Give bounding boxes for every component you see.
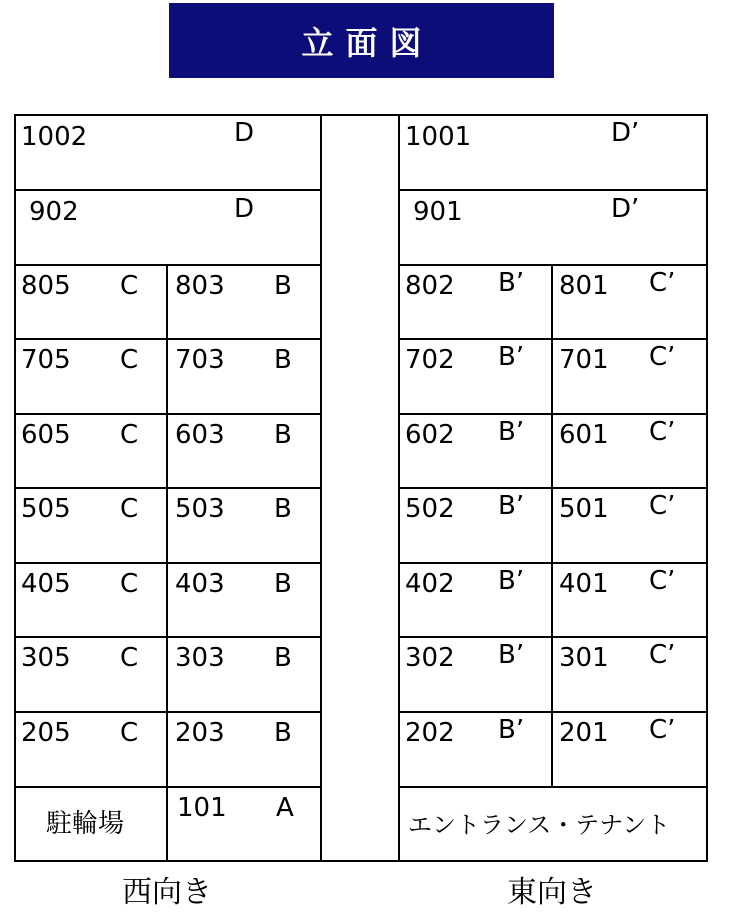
unit-type: C’ <box>649 268 676 298</box>
unit-type: A <box>276 793 294 823</box>
floor-line <box>398 636 708 638</box>
unit-number: 203 <box>175 718 225 748</box>
unit-number: 402 <box>405 569 455 599</box>
unit-number: 901 <box>413 197 463 227</box>
unit-type: C <box>120 718 139 748</box>
unit-number: 101 <box>177 793 227 823</box>
unit-type: B’ <box>498 342 525 372</box>
unit-number: 303 <box>175 643 225 673</box>
unit-number: 505 <box>21 494 71 524</box>
unit-type: B <box>274 345 292 375</box>
east-facing-caption: 東向き <box>507 875 597 910</box>
unit-number: 701 <box>559 345 609 375</box>
floor-line <box>14 636 322 638</box>
unit-number: 603 <box>175 420 225 450</box>
unit-type: C’ <box>649 640 676 670</box>
floor-line <box>14 264 322 266</box>
unit-type: B <box>274 494 292 524</box>
unit-type: B <box>274 569 292 599</box>
unit-type: D <box>234 194 255 224</box>
unit-type: C’ <box>649 417 676 447</box>
unit-type: C’ <box>649 342 676 372</box>
floor-line <box>398 562 708 564</box>
floor-line <box>398 786 708 788</box>
unit-type: B’ <box>498 566 525 596</box>
floor-line <box>14 786 322 788</box>
unit-number: 803 <box>175 271 225 301</box>
unit-type: B <box>274 643 292 673</box>
unit-type: C <box>120 420 139 450</box>
divider-east-inner <box>551 264 553 786</box>
unit-type: C’ <box>649 566 676 596</box>
unit-number: 403 <box>175 569 225 599</box>
unit-number: 205 <box>21 718 71 748</box>
unit-type: C <box>120 643 139 673</box>
bicycle-parking-label: 駐輪場 <box>46 809 125 839</box>
floor-line <box>14 189 322 191</box>
unit-number: 802 <box>405 271 455 301</box>
unit-type: B <box>274 718 292 748</box>
unit-type: D <box>234 118 255 148</box>
floor-line <box>14 413 322 415</box>
unit-number: 302 <box>405 643 455 673</box>
unit-type: B <box>274 271 292 301</box>
unit-number: 805 <box>21 271 71 301</box>
unit-type: B’ <box>498 268 525 298</box>
unit-number: 401 <box>559 569 609 599</box>
unit-number: 702 <box>405 345 455 375</box>
unit-type: D’ <box>611 194 640 224</box>
unit-type: B’ <box>498 417 525 447</box>
floor-line <box>398 338 708 340</box>
unit-type: B’ <box>498 491 525 521</box>
unit-number: 501 <box>559 494 609 524</box>
unit-number: 703 <box>175 345 225 375</box>
unit-type: B’ <box>498 715 525 745</box>
floor-line <box>398 189 708 191</box>
floor-line <box>398 711 708 713</box>
unit-type: C’ <box>649 715 676 745</box>
unit-number: 202 <box>405 718 455 748</box>
unit-number: 902 <box>29 197 79 227</box>
unit-number: 305 <box>21 643 71 673</box>
unit-type: C <box>120 345 139 375</box>
unit-type: D’ <box>611 118 640 148</box>
entrance-tenant-label: エントランス・テナント <box>408 811 671 839</box>
unit-number: 502 <box>405 494 455 524</box>
unit-type: C <box>120 271 139 301</box>
unit-number: 201 <box>559 718 609 748</box>
floor-line <box>14 487 322 489</box>
unit-type: C <box>120 569 139 599</box>
floor-line <box>398 487 708 489</box>
unit-number: 1001 <box>405 122 472 152</box>
unit-number: 503 <box>175 494 225 524</box>
unit-number: 602 <box>405 420 455 450</box>
unit-number: 405 <box>21 569 71 599</box>
page-title: 立面図 <box>169 3 554 78</box>
floor-line <box>14 562 322 564</box>
floor-line <box>14 711 322 713</box>
unit-number: 301 <box>559 643 609 673</box>
unit-type: C <box>120 494 139 524</box>
floor-line <box>14 338 322 340</box>
unit-type: C’ <box>649 491 676 521</box>
floor-line <box>398 413 708 415</box>
unit-type: B <box>274 420 292 450</box>
unit-number: 705 <box>21 345 71 375</box>
unit-number: 1002 <box>21 122 88 152</box>
unit-number: 801 <box>559 271 609 301</box>
unit-type: B’ <box>498 640 525 670</box>
west-facing-caption: 西向き <box>122 875 212 910</box>
unit-number: 605 <box>21 420 71 450</box>
unit-number: 601 <box>559 420 609 450</box>
floor-line <box>398 264 708 266</box>
